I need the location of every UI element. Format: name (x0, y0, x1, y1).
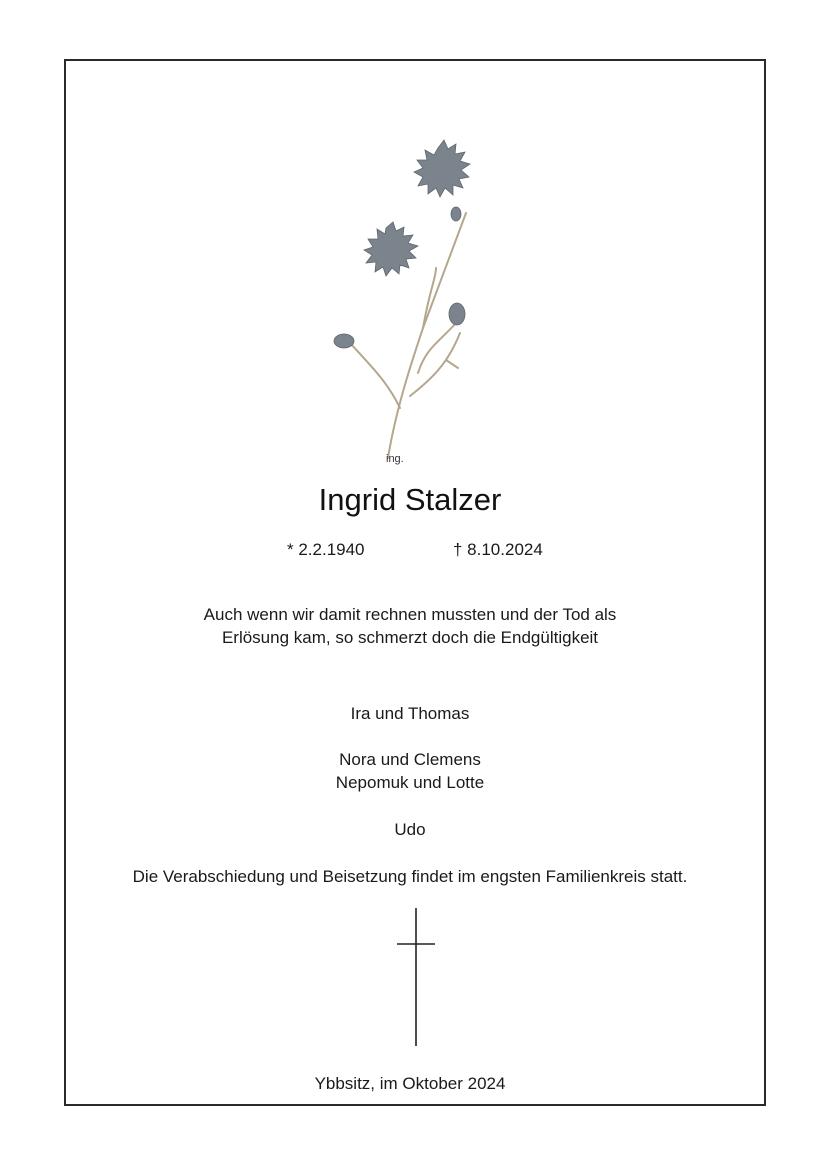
birth-date: * 2.2.1940 (287, 540, 365, 559)
deceased-name: Ingrid Stalzer (318, 482, 502, 517)
place-and-date: Ybbsitz, im Oktober 2024 (314, 1074, 506, 1093)
cross-icon (397, 908, 435, 1046)
mourner-4: Udo (394, 820, 426, 839)
death-date: † 8.10.2024 (453, 540, 543, 559)
mourner-2: Nora und Clemens (339, 750, 481, 769)
mourner-1: Ira und Thomas (350, 704, 470, 723)
life-dates (0, 540, 820, 564)
cornflower-drawing (318, 128, 518, 468)
quote-line-2: Erlösung kam, so schmerzt doch die Endgültigkeit (221, 628, 599, 647)
mourner-3: Nepomuk und Lotte (335, 773, 485, 792)
artist-signature: ing. (386, 453, 404, 465)
memorial-quote (0, 603, 820, 649)
quote-line-1: Auch wenn wir damit rechnen mussten und der Tod als (203, 605, 617, 624)
funeral-note: Die Verabschiedung und Beisetzung findet im engsten Familienkreis statt. (132, 867, 688, 886)
